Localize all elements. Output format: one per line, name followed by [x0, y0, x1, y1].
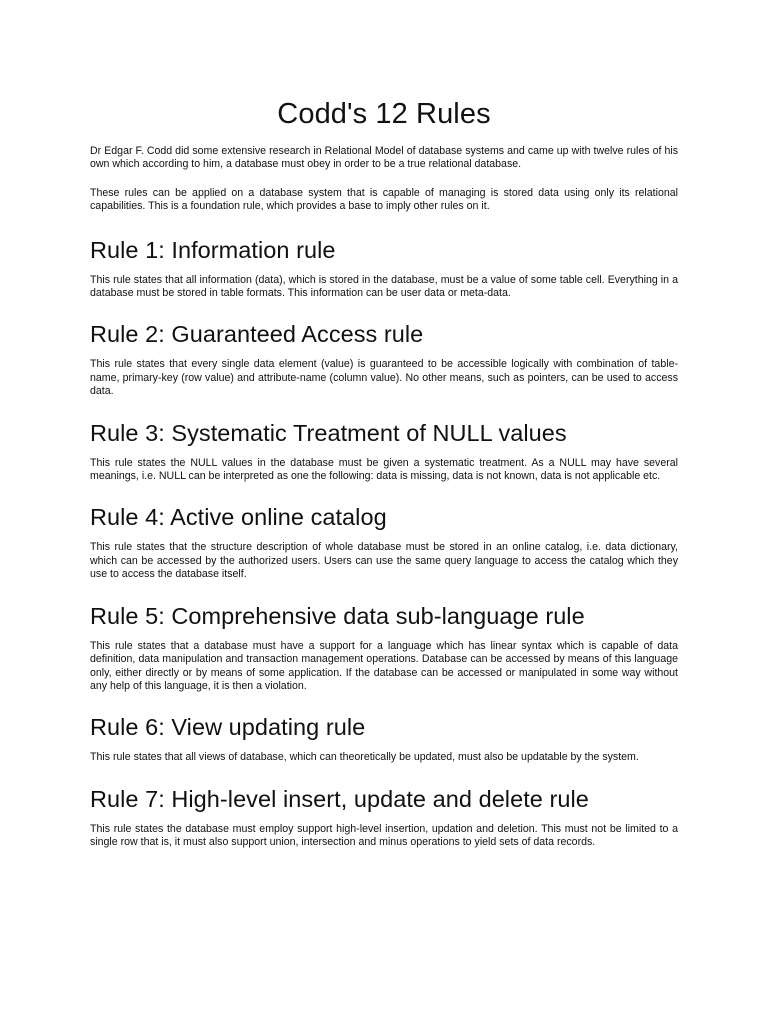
rule-heading-7: Rule 7: High-level insert, update and delete rule: [90, 785, 589, 812]
rule-heading-2: Rule 2: Guaranteed Access rule: [90, 321, 424, 348]
rule-heading-6: Rule 6: View updating rule: [90, 714, 366, 741]
rule-section-6: [90, 713, 678, 764]
intro-paragraph-1: Dr Edgar F. Codd did some extensive research in Relational Model of database systems and came up with twelve rules of his own which according to him, a database must obey in order to be a true relational database.: [90, 145, 678, 171]
rule-section-1: [90, 236, 678, 301]
rule-heading-4: Rule 4: Active online catalog: [90, 504, 387, 531]
rule-body-5: This rule states that a database must have a support for a language which has linear syntax which is capable of data definition, data manipulation and transaction management operations. Database can be accessed by means of this language only, either directly or by means of some application. If the database can be accessed or manipulated in some way without any help of this language, it is then a violation.: [90, 639, 678, 692]
rule-body-2: This rule states that every single data element (value) is guaranteed to be accessible logically with combination of table-name, primary-key (row value) and attribute-name (column value). No other means, such as pointers, can be used to access data.: [90, 358, 678, 398]
rule-heading-1: Rule 1: Information rule: [90, 236, 336, 263]
rule-section-2: [90, 320, 678, 398]
document-title: Codd's 12 Rules: [277, 98, 491, 130]
rule-body-7: This rule states the database must employ support high-level insertion, updation and deletion. This must not be limited to a single row that is, it must also support union, intersection and minus operations to yield sets of data records.: [90, 822, 678, 849]
rule-body-1: This rule states that all information (data), which is stored in the database, must be a value of some table cell. Everything in a database must be stored in table formats. This information can be user data or meta-data.: [90, 273, 678, 300]
rule-body-4: This rule states that the structure description of whole database must be stored in an online catalog, i.e. data dictionary, which can be accessed by the authorized users. Users can use the same query language to access the catalog which they use to access the database itself.: [90, 541, 678, 581]
rule-heading-3: Rule 3: Systematic Treatment of NULL values: [90, 419, 567, 446]
rule-body-6: This rule states that all views of database, which can theoretically be updated, must also be updatable by the system.: [90, 751, 639, 764]
rule-section-5: [90, 602, 678, 694]
rule-heading-5: Rule 5: Comprehensive data sub-language rule: [90, 602, 585, 629]
rule-section-4: [90, 503, 678, 581]
rule-section-3: [90, 419, 678, 484]
intro-paragraph-2: These rules can be applied on a database system that is capable of managing is stored data using only its relational capabilities. This is a foundation rule, which provides a base to imply other rules on it.: [90, 186, 678, 213]
rule-body-3: This rule states the NULL values in the database must be given a systematic treatment. As a NULL may have several meanings, i.e. NULL can be interpreted as one the following: data is missing, data is not known, data is not applicable etc.: [90, 456, 678, 483]
rule-section-7: [90, 785, 678, 850]
